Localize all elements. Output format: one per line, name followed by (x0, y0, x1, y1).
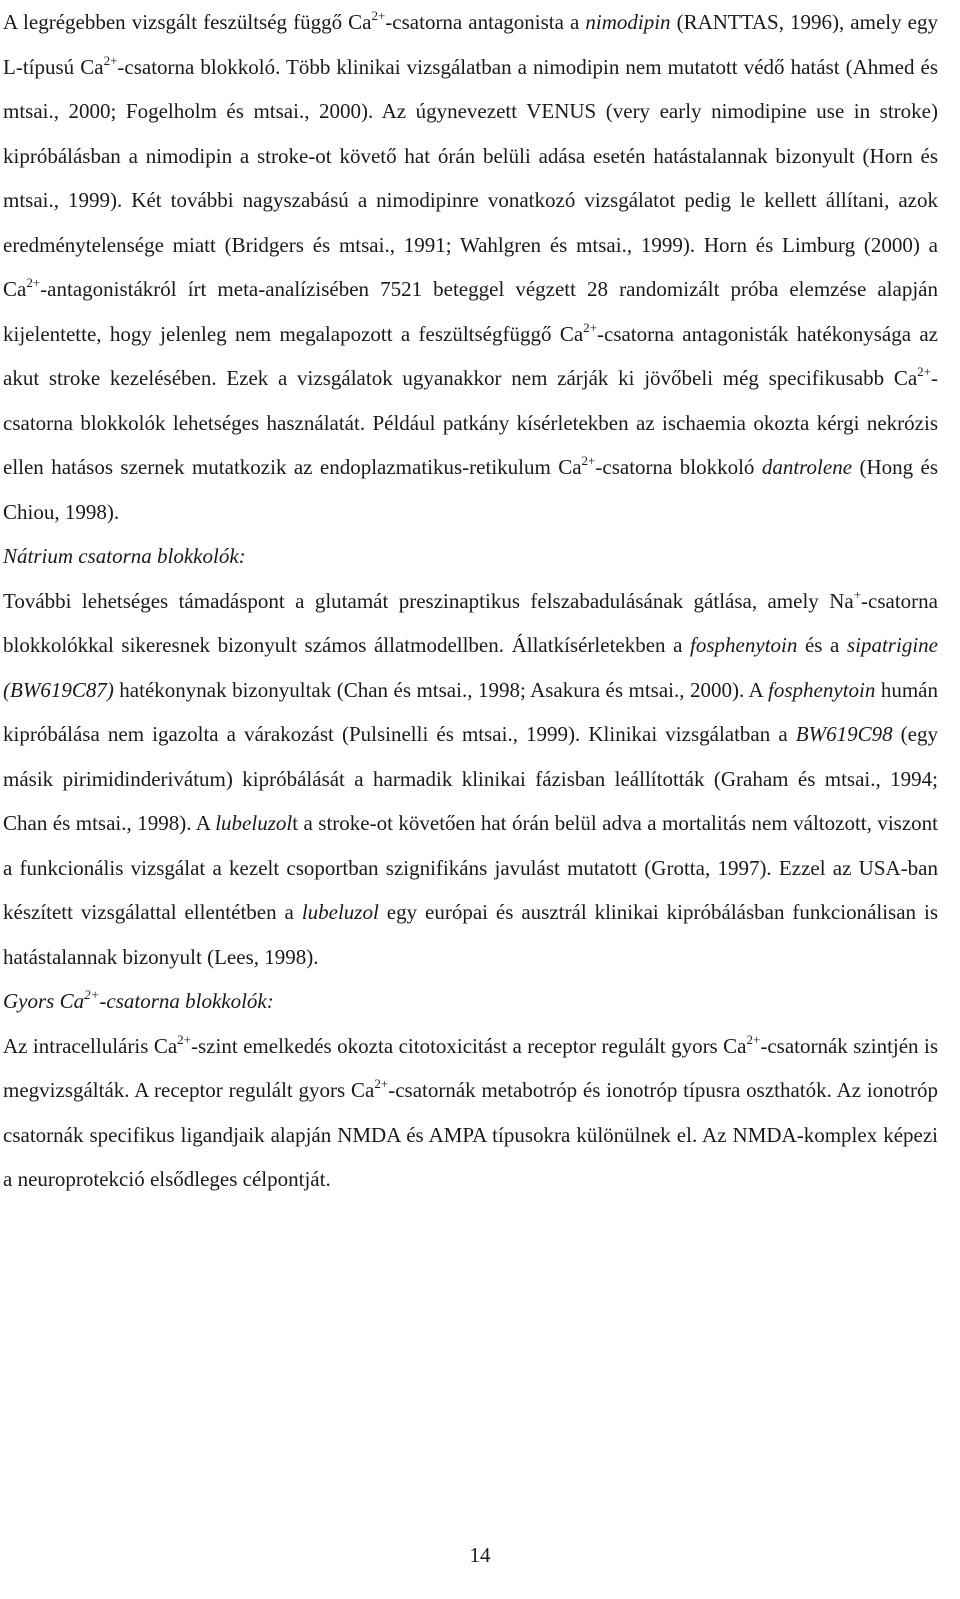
superscript: 2+ (746, 1031, 761, 1047)
superscript: 2+ (177, 1031, 191, 1047)
superscript: + (853, 586, 862, 602)
superscript: 2+ (84, 987, 100, 1002)
paragraph-calcium-antagonists (3, 0, 938, 534)
italic-term: fosphenytoin (690, 633, 798, 657)
italic-term: nimodipin (585, 10, 671, 34)
italic-term: sipatrigine (BW619C87) (3, 633, 938, 702)
text-run: Gyors Ca (3, 989, 85, 1013)
text-run: t a stroke-ot követően hat órán belül adva a mortalitás nem változott, viszont a funkcionális vizsgálat a kezelt csoportban szignifikáns javulást mutatott (Grotta, 1997). Ezzel az USA-ban készített vizsgálattal ellentétben a (3, 811, 938, 924)
italic-term: lubeluzol (215, 811, 293, 835)
text-run: -csatorna blokkolók: (99, 989, 274, 1013)
superscript: 2+ (371, 8, 386, 23)
italic-term: fosphenytoin (768, 677, 876, 702)
paragraph-sodium-blockers (3, 579, 938, 980)
text-run: -csatorna blokkolókkal sikeresnek bizonyult számos állatmodellben. Állatkísérletekben a (3, 588, 938, 657)
italic-term: BW619C98 (795, 722, 893, 746)
text-run: -csatornák metabotróp és ionotróp típusra oszthatók. Az ionotróp csatornák specifikus ligandjaik alapján NMDA és AMPA típusokra különülnek el. Az NMDA-komplex képezi a neuroprotekció elsődleges célpontját. (3, 1078, 938, 1191)
text-run: (RANTTAS, 1996), amely egy L-típusú Ca (3, 10, 938, 79)
text-run: -csatorna blokkoló. Több klinikai vizsgálatban a nimodipin nem mutatott védő hatást (Ahmed és mtsai., 2000; Fogelholm és mtsai., 2000). Az úgynevezett VENUS (very early nimodipine use in stroke) kipróbálásban a nimodipin a stroke-ot követő hat órán belüli adása esetén hatástalannak bizonyult (Horn és mtsai., 1999). Két további nagyszabású a nimodipinre vonatkozó vizsgálatot pedig le kellett állítani, azok eredménytelensége miatt (Bridgers és mtsai., 1991; Wahlgren és mtsai., 1999). Horn és Limburg (2000) a Ca (3, 54, 939, 301)
superscript: 2+ (583, 319, 597, 335)
text-run: A legrégebben vizsgált feszültség függő Ca (3, 10, 372, 34)
text-run: (Hong és Chiou, 1998). (3, 455, 938, 524)
text-run: -szint emelkedés okozta citotoxicitást a receptor regulált gyors Ca (191, 1033, 747, 1058)
text-run: humán kipróbálása nem igazolta a várakozást (Pulsinelli és mtsai., 1999). Klinikai vizsgálatban a (3, 677, 939, 746)
italic-term: lubeluzol (301, 900, 379, 924)
superscript: 2+ (26, 275, 41, 290)
superscript: 2+ (917, 364, 931, 379)
text-run: (egy másik pirimidinderivátum) kipróbálását a harmadik klinikai fázisban leállították (Graham és mtsai., 1994; Chan és mtsai., 1998). A (3, 722, 938, 835)
text-run: -csatorna antagonisták hatékonysága az akut stroke kezelésében. Ezek a vizsgálatok ugyanakkor nem zárják ki jövőbeli még specifikusabb Ca (3, 321, 938, 390)
text-run: -csatorna antagonista a (385, 10, 586, 34)
italic-term: dantrolene (761, 455, 853, 479)
paragraph-fast-calcium-channels (3, 1024, 938, 1202)
superscript: 2+ (374, 1076, 389, 1091)
text-run: További lehetséges támadáspont a glutamát preszinaptikus felszabadulásának gátlása, amely Na (3, 588, 854, 613)
text-run: -csatornák szintjén is megvizsgálták. A receptor regulált gyors Ca (3, 1033, 939, 1102)
text-run: és a (797, 633, 847, 657)
superscript: 2+ (103, 52, 118, 68)
text-run: -csatorna blokkolók lehetséges használatát. Például patkány kísérletekben az ischaemia okozta kérgi nekrózis ellen hatásos szernek mutatkozik az endoplazmatikus-retikulum Ca (3, 366, 938, 479)
section-heading-fast-calcium-channel-blockers (3, 979, 938, 1024)
text-run: hatékonynak bizonyultak (Chan és mtsai., 1998; Asakura és mtsai., 2000). A (113, 677, 769, 702)
section-heading-sodium-channel-blockers: Nátrium csatorna blokkolók: (3, 544, 246, 568)
text-run: -csatorna blokkoló (595, 455, 762, 479)
text-run: Az intracelluláris Ca (3, 1033, 178, 1058)
document-page (3, 0, 938, 1202)
text-run: egy európai és ausztrál klinikai kipróbálásban funkcionálisan is hatástalannak bizonyult (Lees, 1998). (3, 900, 938, 969)
superscript: 2+ (581, 453, 596, 468)
page-number: 14 (469, 1543, 491, 1567)
text-run: -antagonistákról írt meta-analízisében 7521 beteggel végzett 28 randomizált próba elemzése alapján kijelentette, hogy jelenleg nem megalapozott a feszültségfüggő Ca (3, 277, 938, 346)
